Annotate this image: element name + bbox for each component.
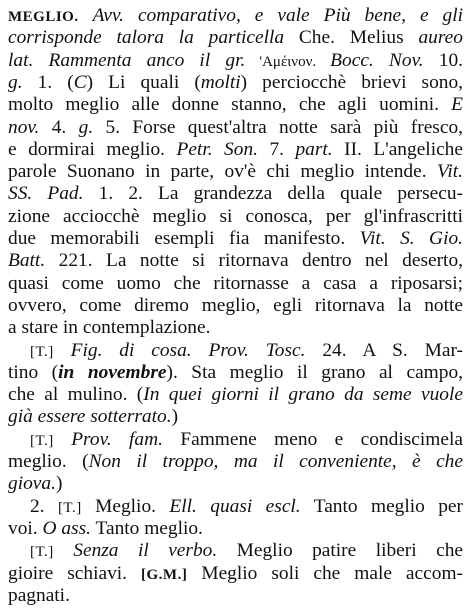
entry-text-run: molti — [200, 71, 241, 93]
entry-text-run: parole Suonano in parte, ov'è chi meglio intende. — [8, 161, 437, 183]
entry-text-run: meglio. ( — [8, 451, 89, 472]
entry-text-run: ) Li quali ( — [86, 71, 201, 93]
entry-text-run: Non il troppo, ma il conveniente, è che — [88, 451, 463, 472]
entry-text-run: 5. Forse quest'altra notte sarà più fresco, — [93, 116, 463, 138]
entry-text-run: part. — [295, 138, 333, 160]
entry-text-run: tino ( — [8, 361, 59, 383]
entry-text-run: MEGLIO. — [8, 9, 79, 25]
entry-text-run: Bocc. Nov. — [330, 49, 424, 71]
entry-text-run: pagnati. — [8, 584, 70, 606]
entry-text-run: ) perciocchè brievi sono, — [240, 71, 463, 93]
entry-text-run: ovvero, come diremo meglio, egli ritornava la notte — [8, 294, 463, 316]
entry-text-run: 'Αμέινον. — [245, 53, 331, 70]
entry-text-run: Senza il verbo. — [73, 540, 218, 562]
entry-text-run: [G.M.] — [141, 566, 188, 583]
entry-text-run: quasi come uomo che ritornasse a casa a riposarsi; — [8, 272, 463, 294]
entry-text-run: aureo — [418, 27, 463, 49]
entry-text-run: [T.] — [30, 432, 54, 449]
entry-text-run: 221. La notte si ritornava dentro nel deserto, — [45, 250, 463, 272]
entry-text-run: [T.] — [30, 343, 54, 360]
entry-text-run: 4. — [39, 116, 79, 138]
entry-text-run: voi. — [8, 517, 43, 539]
entry-text-run: corrisponde talora la particella — [8, 27, 285, 49]
entry-text-run: due memorabili esempli fia manifesto. — [8, 228, 360, 249]
entry-text-run: già essere sotterrato. — [8, 406, 172, 428]
entry-text-run: 2. — [30, 495, 58, 517]
entry-text-run: In quei giorni il grano da seme vuole — [143, 384, 463, 406]
entry-text-run: O ass. — [42, 517, 91, 539]
entry-text-run: g. — [78, 116, 94, 138]
entry-text-run: [T.] — [30, 544, 54, 561]
entry-text-run: e dormirai meglio. — [8, 138, 177, 160]
entry-text-run: g. — [8, 71, 23, 93]
entry-text-run: Fammene meno e condiscimela — [162, 428, 463, 450]
entry-text-run: 7. — [258, 138, 296, 160]
entry-text-run: ). Sta meglio il grano al campo, — [166, 361, 463, 383]
entry-text-run: 1. 2. La grandezza della quale persecu- — [83, 183, 463, 205]
entry-text-run: Fig. di cosa. Prov. Tosc. — [70, 339, 306, 361]
entry-text-run: nov. — [8, 116, 40, 138]
entry-text-run: lat. Rammenta anco il gr. — [8, 49, 246, 71]
entry-text-run: che al mulino. ( — [8, 384, 144, 406]
entry-text-run: Prov. fam. — [71, 428, 163, 450]
entry-text-run: Petr. Son. — [176, 138, 258, 160]
entry-text-run: Che. Melius — [284, 27, 419, 49]
entry-text-run: Batt. — [8, 250, 46, 272]
entry-text-run: a stare in contemplazione. — [8, 317, 211, 339]
entry-text-run: II. L'angeliche — [332, 138, 463, 160]
entry-text-run — [54, 340, 71, 361]
entry-text-run: ) — [171, 406, 179, 428]
entry-text-run: Meglio. — [81, 495, 170, 517]
entry-text-run: molto meglio alle donne stanno, che agli uomini. — [8, 94, 452, 116]
entry-text-run — [54, 429, 71, 450]
entry-text-run: Vit. S. Gio. — [359, 228, 463, 249]
entry-text-run: 10. — [423, 49, 463, 71]
entry-text-run — [54, 540, 73, 561]
entry-text-run: Meglio soli che male accom- — [187, 562, 463, 584]
entry-text-run: Vit. — [436, 161, 463, 183]
entry-text-run — [79, 5, 93, 26]
entry-text-run: C — [73, 71, 87, 93]
entry-text-run: SS. Pad. — [8, 183, 84, 205]
entry-text-run: E — [451, 94, 463, 116]
entry-text-run: giova. — [8, 473, 56, 495]
entry-text-run: in novembre — [58, 361, 167, 383]
entry-text-run: zione acciocchè meglio si conosca, per gl'infrascritti — [8, 205, 463, 227]
entry-text-run: [T.] — [57, 499, 82, 516]
entry-line — [8, 583, 463, 609]
entry-text-run: Tanto meglio. — [90, 517, 203, 539]
entry-text-run: Ell. quasi escl. — [169, 495, 301, 517]
entry-text-run: 24. A S. Mar- — [305, 339, 463, 361]
entry-text-run: Tanto meglio per — [300, 495, 463, 517]
entry-text-run: ) — [55, 473, 63, 495]
entry-text-run: 1. ( — [22, 71, 74, 93]
entry-text-run: Meglio patire liberi che — [217, 540, 463, 562]
entry-text-run: gioire schiavi. — [8, 562, 141, 584]
entry-text-run: Avv. comparativo, e vale Più bene, e gli — [92, 5, 463, 26]
